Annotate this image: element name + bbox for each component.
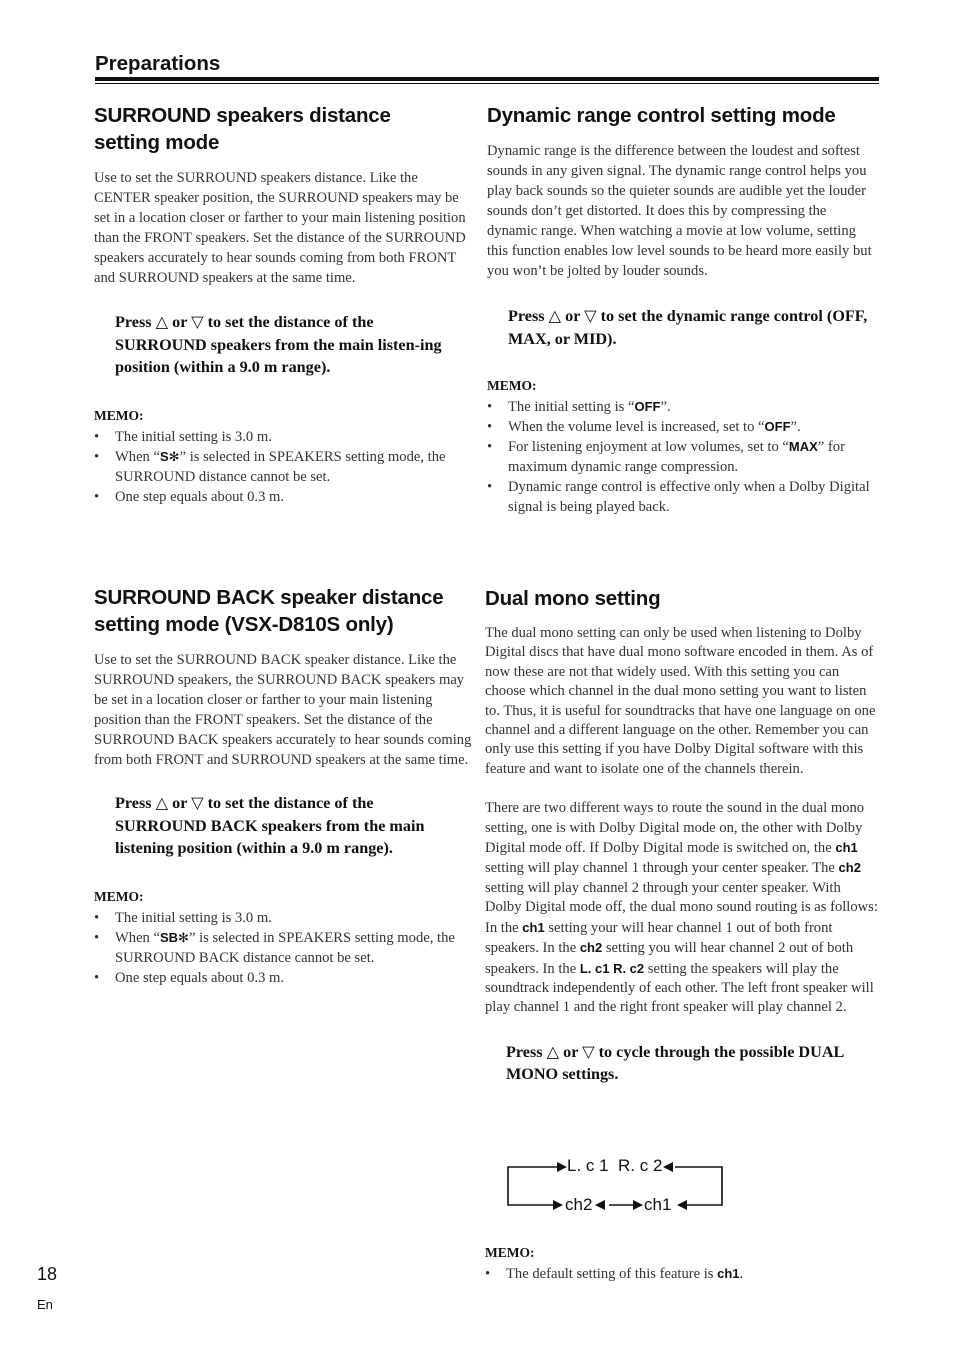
diagram-label-ch2: ch2 bbox=[565, 1195, 593, 1214]
dynamic-range-title: Dynamic range control setting mode bbox=[487, 104, 836, 127]
memo-text: For listening enjoyment at low volumes, set to “ bbox=[508, 439, 789, 455]
dynamic-memo-item-1 bbox=[487, 397, 877, 417]
dual-mono-memo bbox=[485, 1244, 879, 1284]
surround-memo-item-1: • The initial setting is 3.0 m. bbox=[94, 427, 470, 447]
surround-memo-label: MEMO: bbox=[94, 407, 144, 423]
dual-mono-press-instruction: Press △ or ▽ to cycle through the possible DUAL MONO settings. bbox=[506, 1042, 844, 1084]
header-rule-thick bbox=[95, 77, 879, 81]
page-language: En bbox=[37, 1297, 53, 1312]
memo-text: ”. bbox=[660, 399, 671, 415]
surround-title-line1: SURROUND speakers distance bbox=[94, 104, 391, 127]
page-header-title: Preparations bbox=[95, 52, 221, 75]
surround-title bbox=[94, 102, 470, 156]
memo-text: ” for maximum dynamic range compression. bbox=[508, 439, 845, 475]
surround-back-title bbox=[94, 584, 472, 638]
memo-text: The default setting of this feature is bbox=[506, 1266, 718, 1282]
dynamic-range-memo-list bbox=[487, 397, 877, 517]
surround-memo-list bbox=[94, 427, 470, 507]
display-code: ch1 bbox=[835, 840, 858, 856]
display-code: ch2 bbox=[579, 940, 603, 956]
text: setting will play channel 2 through your center speaker. With Dolby Digital mode off, the dual mono sound routing is as follows: In the bbox=[485, 879, 878, 936]
dynamic-range-memo-label: MEMO: bbox=[487, 378, 537, 393]
dual-mono-body-2 bbox=[485, 799, 879, 1017]
dual-memo-item-1 bbox=[485, 1264, 879, 1284]
memo-text: ”. bbox=[790, 419, 801, 435]
dynamic-memo-item-4: • Dynamic range control is effective only when a Dolby Digital signal is being played back. bbox=[487, 477, 877, 517]
display-code: ch1 bbox=[717, 1266, 740, 1281]
text: setting you will hear channel 2 out of both speakers. In the bbox=[485, 940, 854, 977]
memo-text: When the volume level is increased, set to “ bbox=[508, 419, 765, 435]
surround-memo-item-2 bbox=[94, 447, 470, 487]
dual-mono-memo-label: MEMO: bbox=[485, 1245, 535, 1260]
dual-mono-memo-list bbox=[485, 1264, 879, 1284]
text: setting the speakers will play the soundtrack independently of each other. The left front speaker will play channel 1 and the right front speaker will play channel 2. bbox=[485, 960, 874, 1016]
dynamic-range-press-instruction: Press △ or ▽ to set the dynamic range control (OFF, MAX, or MID). bbox=[508, 307, 868, 348]
dual-mono-cycle-diagram bbox=[505, 1155, 730, 1217]
surround-back-memo-label: MEMO: bbox=[94, 888, 144, 904]
memo-text: . bbox=[739, 1266, 744, 1282]
display-code: OFF bbox=[764, 419, 791, 434]
dynamic-range-body: Dynamic range is the difference between the loudest and softest sounds in any given signal. The dynamic range control helps you play back sounds so the quieter sounds are audible yet the louder sounds don’t get distorted. It does this by compressing the dynamic range. When watching a movie at low volume, setting this function enables low level sounds to be heard more easily but you won’t be jolted by louder sounds. bbox=[487, 143, 872, 279]
dynamic-memo-item-2 bbox=[487, 417, 877, 437]
dynamic-memo-item-3 bbox=[487, 437, 877, 477]
display-code: ch2 bbox=[838, 860, 861, 876]
diagram-label-ch1: ch1 bbox=[644, 1195, 672, 1214]
text: setting will play channel 1 through your center speaker. The bbox=[485, 860, 839, 877]
section-dynamic-range bbox=[487, 102, 877, 517]
text: There are two different ways to route the sound in the dual mono setting, one is with Dolby Digital mode on, the other with Dolby Digital mode off. If Dolby Digital mode is switched on, the bbox=[485, 800, 865, 857]
dual-mono-title: Dual mono setting bbox=[485, 587, 661, 610]
surround-back-title-line1: SURROUND BACK speaker distance bbox=[94, 586, 444, 609]
display-code: OFF bbox=[634, 399, 661, 414]
section-dual-mono bbox=[485, 585, 879, 1086]
dual-mono-body-1: The dual mono setting can only be used when listening to Dolby Digital discs that have dual mono software encoded in them. As of now these are not that widely used. With this setting you can choose which channel in the dual mono setting you want to listen to. Thus, it is useful for soundtracks that have one language on one channel and a different language on the other. Remember you can only use this setting if you have Dolby Digital software with this feature and want to isolate one of the channels therein. bbox=[485, 625, 876, 777]
surround-back-press-instruction: Press △ or ▽ to set the distance of the SURROUND BACK speakers from the main listening position (within a 9.0 m range). bbox=[115, 794, 425, 857]
display-code: ch1 bbox=[522, 919, 545, 935]
surround-body: Use to set the SURROUND speakers distance. Like the CENTER speaker position, the SURROUND speakers may be set in a location closer or farther to your main listening position than the FRONT speakers. Set the distance of the SURROUND speakers accurately to hear sounds coming from both FRONT and SURROUND speakers at the same time. bbox=[94, 170, 466, 286]
memo-text: When “ bbox=[115, 448, 160, 465]
display-code: L. c1 R. c2 bbox=[579, 960, 645, 976]
memo-text: ” is selected in SPEAKERS setting mode, the SURROUND BACK distance cannot be set. bbox=[115, 929, 455, 966]
page-number: 18 bbox=[37, 1264, 58, 1284]
memo-text: ” is selected in SPEAKERS setting mode, the SURROUND distance cannot be set. bbox=[115, 448, 446, 485]
display-code: SB✻ bbox=[159, 929, 189, 945]
surround-back-title-line2: setting mode (VSX-D810S only) bbox=[94, 613, 394, 636]
surround-back-memo-item-1: • The initial setting is 3.0 m. bbox=[94, 908, 472, 928]
memo-text: When “ bbox=[115, 929, 160, 946]
surround-back-memo-list bbox=[94, 908, 472, 988]
surround-back-memo-item-2 bbox=[94, 928, 472, 968]
section-surround-distance bbox=[94, 102, 470, 507]
display-code: MAX bbox=[788, 439, 818, 454]
display-code: S✻ bbox=[159, 448, 180, 464]
surround-back-memo-item-3: • One step equals about 0.3 m. bbox=[94, 968, 472, 988]
surround-title-line2: setting mode bbox=[94, 131, 220, 154]
surround-back-body: Use to set the SURROUND BACK speaker distance. Like the SURROUND speakers, the SURROUND BACK speakers may be set in a location closer or farther to your main listening position than the FRONT speakers. Set the distance of the SURROUND BACK speakers accurately to hear sounds coming from both FRONT and SURROUND speakers at the same time. bbox=[94, 652, 472, 768]
diagram-label-lc1-rc2: L. c 1 R. c 2 bbox=[567, 1156, 663, 1175]
memo-text: The initial setting is “ bbox=[508, 399, 635, 415]
surround-memo-item-3: • One step equals about 0.3 m. bbox=[94, 487, 470, 507]
header-rule-thin bbox=[95, 83, 879, 84]
text: setting your will hear channel 1 out of both front speakers. In the bbox=[485, 919, 833, 957]
surround-press-instruction: Press △ or ▽ to set the distance of the SURROUND speakers from the main listen-ing position (within a 9.0 m range). bbox=[115, 313, 442, 376]
section-surround-back-distance bbox=[94, 584, 472, 988]
